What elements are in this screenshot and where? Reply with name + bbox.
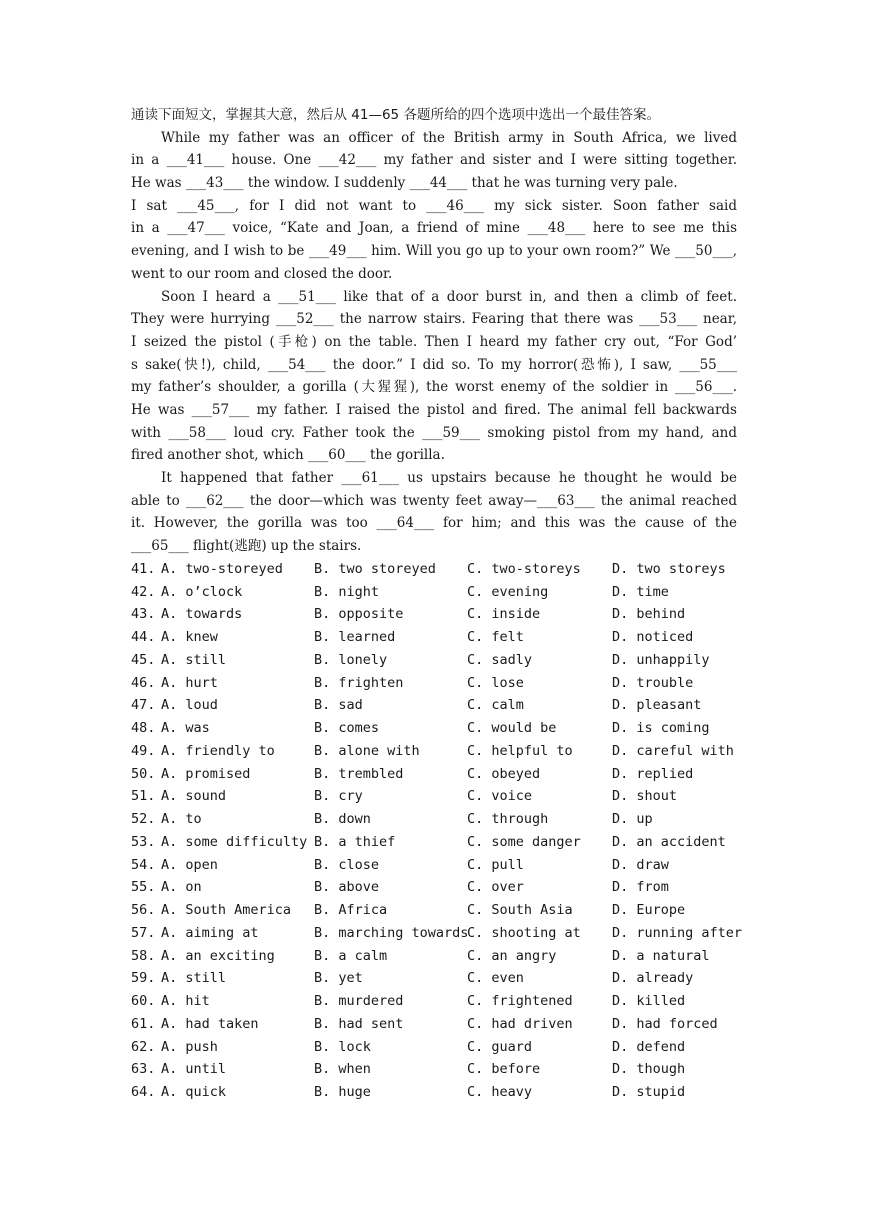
question-row bbox=[131, 694, 737, 717]
question-number: 44. bbox=[131, 629, 156, 645]
passage-line: While my father was an officer of the British army in South Africa, we lived bbox=[161, 129, 737, 146]
question-row bbox=[131, 1036, 737, 1059]
option-b: B. trembled bbox=[314, 765, 404, 782]
question-number: 48. bbox=[131, 720, 156, 736]
option-c: C. voice bbox=[467, 788, 533, 805]
question-row bbox=[131, 1058, 737, 1081]
question-row bbox=[131, 1013, 737, 1036]
option-d: D. stupid bbox=[612, 1084, 686, 1100]
option-d: D. pleasant bbox=[612, 697, 702, 714]
question-number: 62. bbox=[131, 1038, 156, 1055]
option-c: C. through bbox=[467, 811, 549, 827]
question-row bbox=[131, 922, 743, 945]
passage-line: s sake(快!), child, ___54___ the door.” I did so. To my horror(恐怖), I saw, ___55___ bbox=[131, 356, 737, 373]
option-c: C. had driven bbox=[467, 1015, 573, 1032]
option-b: B. yet bbox=[314, 970, 363, 987]
option-b: B. had sent bbox=[314, 1015, 404, 1032]
option-b: B. a thief bbox=[314, 833, 396, 850]
option-d: D. trouble bbox=[612, 674, 694, 691]
option-c: C. over bbox=[467, 879, 524, 896]
passage-line: He was ___57___ my father. I raised the pistol and fired. The animal fell backwards bbox=[131, 401, 737, 418]
option-d: D. Europe bbox=[612, 902, 686, 918]
option-a: A. sound bbox=[161, 788, 227, 805]
question-number: 57. bbox=[131, 924, 156, 941]
option-c: C. felt bbox=[467, 629, 524, 645]
question-row bbox=[131, 763, 737, 786]
option-a: A. hit bbox=[161, 993, 210, 1009]
option-b: B. huge bbox=[314, 1084, 371, 1100]
option-d: D. replied bbox=[612, 765, 694, 782]
option-c: C. evening bbox=[467, 583, 549, 600]
option-d: D. from bbox=[612, 879, 669, 896]
option-a: A. aiming at bbox=[161, 924, 259, 941]
option-a: A. towards bbox=[161, 606, 243, 623]
passage-line: in a ___41___ house. One ___42___ my father and sister and I were sitting together. bbox=[131, 152, 737, 169]
passage-line: able to ___62___ the door—which was twenty feet away—___63___ the animal reached bbox=[131, 492, 737, 509]
option-b: B. cry bbox=[314, 788, 363, 805]
question-number: 45. bbox=[131, 651, 156, 668]
option-c: C. two-storeys bbox=[467, 560, 581, 577]
option-a: A. still bbox=[161, 651, 227, 668]
question-number: 42. bbox=[131, 583, 156, 600]
option-d: D. unhappily bbox=[612, 651, 710, 668]
document-page bbox=[131, 104, 743, 1104]
question-row bbox=[131, 626, 737, 649]
question-row bbox=[131, 945, 737, 968]
option-d: D. though bbox=[612, 1061, 686, 1078]
option-a: A. loud bbox=[161, 697, 218, 714]
question-row bbox=[131, 808, 737, 831]
option-b: B. above bbox=[314, 879, 380, 896]
option-d: D. noticed bbox=[612, 629, 694, 645]
option-a: A. open bbox=[161, 856, 218, 873]
option-d: D. two storeys bbox=[612, 560, 726, 577]
option-d: D. defend bbox=[612, 1038, 686, 1055]
option-a: A. to bbox=[161, 811, 202, 827]
option-c: C. obeyed bbox=[467, 765, 541, 782]
option-d: D. draw bbox=[612, 856, 669, 873]
question-row bbox=[131, 785, 737, 808]
option-b: B. down bbox=[314, 811, 371, 827]
option-a: A. friendly to bbox=[161, 742, 275, 759]
option-b: B. frighten bbox=[314, 674, 404, 691]
question-row bbox=[131, 990, 737, 1013]
question-number: 61. bbox=[131, 1015, 156, 1032]
question-number: 56. bbox=[131, 902, 156, 918]
option-b: B. two storeyed bbox=[314, 560, 436, 577]
question-row bbox=[131, 967, 737, 990]
option-b: B. lock bbox=[314, 1038, 371, 1055]
option-a: A. had taken bbox=[161, 1015, 259, 1032]
passage bbox=[131, 127, 737, 558]
passage-line: in a ___47___ voice, “Kate and Joan, a friend of mine ___48___ here to see me this bbox=[131, 220, 737, 237]
question-number: 58. bbox=[131, 947, 156, 964]
option-d: D. is coming bbox=[612, 720, 710, 736]
option-c: C. calm bbox=[467, 697, 524, 714]
option-a: A. knew bbox=[161, 629, 218, 645]
option-c: C. inside bbox=[467, 606, 541, 623]
option-b: B. alone with bbox=[314, 742, 420, 759]
option-a: A. an exciting bbox=[161, 947, 275, 964]
passage-line: They were hurrying ___52___ the narrow stairs. Fearing that there was ___53___ near, bbox=[131, 311, 737, 328]
question-number: 43. bbox=[131, 606, 156, 623]
passage-line: my father’s shoulder, a gorilla (大猩猩), the worst enemy of the soldier in ___56___. bbox=[131, 379, 737, 396]
option-d: D. up bbox=[612, 811, 653, 827]
option-c: C. shooting at bbox=[467, 924, 581, 941]
question-number: 47. bbox=[131, 697, 156, 714]
question-row bbox=[131, 876, 737, 899]
option-c: C. sadly bbox=[467, 651, 533, 668]
option-a: A. still bbox=[161, 970, 227, 987]
option-a: A. some difficulty bbox=[161, 833, 308, 850]
question-row bbox=[131, 672, 737, 695]
passage-line: Soon I heard a ___51___ like that of a door burst in, and then a climb of feet. bbox=[161, 288, 737, 305]
option-b: B. marching towards bbox=[314, 924, 469, 941]
passage-line: evening, and I wish to be ___49___ him. Will you go up to your own room?” We ___50___, bbox=[131, 243, 737, 260]
option-a: A. quick bbox=[161, 1084, 227, 1100]
option-c: C. even bbox=[467, 970, 524, 987]
option-c: C. some danger bbox=[467, 833, 581, 850]
option-a: A. South America bbox=[161, 902, 292, 918]
option-b: B. lonely bbox=[314, 651, 388, 668]
option-c: C. guard bbox=[467, 1038, 533, 1055]
question-row bbox=[131, 603, 737, 626]
option-b: B. Africa bbox=[314, 902, 388, 918]
option-c: C. an angry bbox=[467, 947, 557, 964]
option-d: D. a natural bbox=[612, 947, 710, 964]
option-b: B. night bbox=[314, 583, 380, 600]
option-c: C. before bbox=[467, 1061, 541, 1078]
option-b: B. comes bbox=[314, 720, 380, 736]
option-c: C. South Asia bbox=[467, 902, 573, 918]
option-d: D. shout bbox=[612, 788, 678, 805]
passage-line: with ___58___ loud cry. Father took the ___59___ smoking pistol from my hand, and bbox=[131, 424, 737, 441]
option-c: C. frightened bbox=[467, 993, 573, 1009]
passage-line: I sat ___45___, for I did not want to ___46___ my sick sister. Soon father said bbox=[131, 197, 737, 214]
question-row bbox=[131, 899, 737, 922]
option-c: C. heavy bbox=[467, 1084, 533, 1100]
question-row bbox=[131, 581, 737, 604]
question-row bbox=[131, 717, 737, 740]
option-c: C. would be bbox=[467, 720, 557, 736]
option-b: B. sad bbox=[314, 697, 363, 714]
question-number: 59. bbox=[131, 970, 156, 987]
passage-line: fired another shot, which ___60___ the gorilla. bbox=[131, 447, 445, 464]
option-d: D. killed bbox=[612, 993, 686, 1009]
passage-line: I seized the pistol (手枪) on the table. Then I heard my father cry out, “For God’ bbox=[131, 333, 737, 350]
option-c: C. helpful to bbox=[467, 742, 573, 759]
question-number: 52. bbox=[131, 811, 156, 827]
question-number: 49. bbox=[131, 742, 156, 759]
option-a: A. two-storeyed bbox=[161, 560, 283, 577]
option-b: B. learned bbox=[314, 629, 396, 645]
question-number: 50. bbox=[131, 765, 156, 782]
question-number: 51. bbox=[131, 788, 156, 805]
question-row bbox=[131, 831, 737, 854]
option-b: B. murdered bbox=[314, 993, 404, 1009]
option-d: D. had forced bbox=[612, 1015, 718, 1032]
question-row bbox=[131, 740, 737, 763]
passage-line: it. However, the gorilla was too ___64___ for him; and this was the cause of the bbox=[131, 515, 737, 532]
option-a: A. until bbox=[161, 1061, 227, 1078]
option-d: D. behind bbox=[612, 606, 686, 623]
option-a: A. was bbox=[161, 720, 210, 736]
option-a: A. hurt bbox=[161, 674, 218, 691]
option-a: A. o’clock bbox=[161, 583, 243, 600]
passage-line: went to our room and closed the door. bbox=[131, 265, 393, 282]
question-row bbox=[131, 1081, 737, 1104]
option-b: B. when bbox=[314, 1061, 371, 1078]
question-number: 46. bbox=[131, 674, 156, 691]
option-d: D. careful with bbox=[612, 742, 734, 759]
option-b: B. a calm bbox=[314, 947, 388, 964]
option-d: D. time bbox=[612, 583, 669, 600]
question-row bbox=[131, 854, 737, 877]
option-d: D. running after bbox=[612, 924, 743, 941]
passage-line: It happened that father ___61___ us upstairs because he thought he would be bbox=[161, 470, 737, 486]
option-d: D. already bbox=[612, 970, 694, 987]
option-c: C. pull bbox=[467, 856, 524, 873]
option-c: C. lose bbox=[467, 674, 524, 691]
option-b: B. close bbox=[314, 856, 380, 873]
question-number: 60. bbox=[131, 993, 156, 1009]
option-a: A. promised bbox=[161, 765, 251, 782]
question-number: 55. bbox=[131, 879, 156, 896]
option-a: A. on bbox=[161, 879, 202, 896]
question-number: 41. bbox=[131, 560, 156, 577]
question-options bbox=[131, 558, 743, 1104]
question-row bbox=[131, 649, 737, 672]
passage-line: He was ___43___ the window. I suddenly ___44___ that he was turning very pale. bbox=[131, 175, 678, 192]
option-a: A. push bbox=[161, 1038, 218, 1055]
instruction-text: 通读下面短文，掌握其大意，然后从 41—65 各题所给的四个选项中选出一个最佳答案。 bbox=[131, 107, 660, 123]
option-b: B. opposite bbox=[314, 606, 404, 623]
question-number: 54. bbox=[131, 856, 156, 873]
question-row bbox=[131, 558, 737, 581]
option-d: D. an accident bbox=[612, 833, 726, 850]
question-number: 53. bbox=[131, 833, 156, 850]
question-number: 64. bbox=[131, 1084, 156, 1100]
question-number: 63. bbox=[131, 1061, 156, 1078]
passage-line: ___65___ flight(逃跑) up the stairs. bbox=[131, 538, 362, 555]
